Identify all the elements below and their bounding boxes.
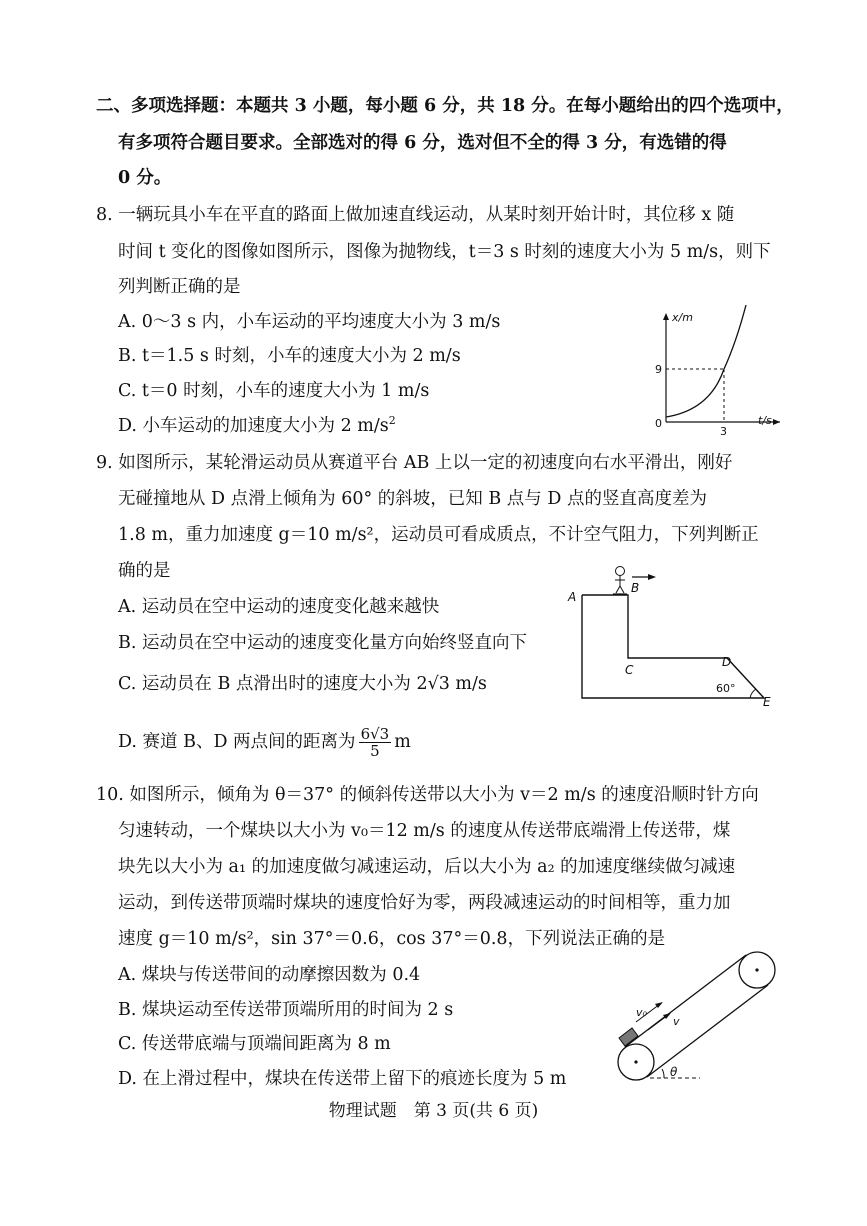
- q10-conveyor-figure: [610, 950, 790, 1085]
- q8-option-b: B. t＝1.5 s 时刻，小车的速度大小为 2 m/s: [118, 346, 461, 366]
- q8-option-a: A. 0～3 s 内，小车运动的平均速度大小为 3 m/s: [118, 312, 501, 332]
- q9-stem-line4: 确的是: [118, 561, 171, 581]
- label-C: C: [625, 663, 634, 677]
- track-outline: [582, 595, 764, 698]
- label-angle: 60°: [716, 682, 736, 695]
- q10-stem-line5: 速度 g＝10 m/s²，sin 37°＝0.6，cos 37°＝0.8，下列说法正确的是: [118, 929, 666, 949]
- section-heading-line1: 二、多项选择题：本题共 3 小题，每小题 6 分，共 18 分。在每小题给出的四个选项中，: [96, 96, 794, 116]
- belt-top: [625, 955, 746, 1047]
- origin-label: 0: [655, 417, 662, 430]
- page-footer: 物理试题 第 3 页(共 6 页): [328, 1101, 539, 1121]
- y-axis-label: x/m: [672, 311, 693, 324]
- q9-option-a: A. 运动员在空中运动的速度变化越来越快: [118, 597, 440, 617]
- q10-option-b: B. 煤块运动至传送带顶端所用的时间为 2 s: [118, 1000, 454, 1020]
- label-B: B: [631, 581, 640, 595]
- q10-stem-line1: 10. 如图所示，倾角为 θ＝37° 的倾斜传送带以大小为 v＝2 m/s 的速度沿顺时针方向: [96, 785, 759, 805]
- section-heading-line3: 0 分。: [118, 168, 172, 188]
- x-axis-arrow-icon: [773, 419, 780, 425]
- skater-head: [616, 567, 625, 576]
- q10-option-a: A. 煤块与传送带间的动摩擦因数为 0.4: [118, 965, 421, 985]
- q9-stem-line3: 1.8 m，重力加速度 g＝10 m/s²，运动员可看成质点，不计空气阻力，下列判断正: [118, 525, 759, 545]
- section-heading-line2: 有多项符合题目要求。全部选对的得 6 分，选对但不全的得 3 分，有选错的得: [118, 133, 727, 153]
- label-v: v: [673, 1015, 680, 1028]
- coal-block: [619, 1028, 638, 1046]
- q8-stem-line1: 8. 一辆玩具小车在平直的路面上做加速直线运动，从某时刻开始计时，其位移 x 随: [96, 205, 735, 225]
- y-axis-arrow-icon: [663, 313, 669, 320]
- q10-stem-line3: 块先以大小为 a₁ 的加速度做匀减速运动，后以大小为 a₂ 的加速度继续做匀减速: [118, 857, 736, 877]
- q8-option-c: C. t＝0 时刻，小车的速度大小为 1 m/s: [118, 381, 430, 401]
- x-axis-label: t/s: [758, 414, 772, 427]
- x-tick-label: 3: [720, 425, 727, 438]
- label-D: D: [722, 655, 732, 669]
- q8-position-time-graph: [650, 305, 790, 440]
- q10-stem-line4: 运动，到传送带顶端时煤块的速度恰好为零，两段减速运动的时间相等，重力加: [118, 893, 731, 913]
- angle-arc: [750, 689, 756, 698]
- q8-stem-line2: 时间 t 变化的图像如图所示，图像为抛物线，t＝3 s 时刻的速度大小为 5 m/s，则下: [118, 242, 771, 262]
- theta-arc: [662, 1069, 664, 1078]
- q8-stem-line3: 列判断正确的是: [118, 277, 241, 297]
- q9-stem-line1: 9. 如图所示，某轮滑运动员从赛道平台 AB 上以一定的初速度向右水平滑出，刚好: [96, 453, 733, 473]
- label-A: A: [568, 590, 577, 604]
- q9-option-b: B. 运动员在空中运动的速度变化量方向始终竖直向下: [118, 633, 527, 653]
- q10-option-d: D. 在上滑过程中，煤块在传送带上留下的痕迹长度为 5 m: [118, 1069, 567, 1089]
- q9-track-figure: [560, 560, 780, 720]
- label-v0: v₀: [636, 1006, 647, 1019]
- belt-bottom: [647, 985, 768, 1077]
- q9-option-d: D. 赛道 B、D 两点间的距离为 $\frac{6√3}{5}$ m: [118, 725, 411, 760]
- q9-stem-line2: 无碰撞地从 D 点滑上倾角为 60° 的斜坡，已知 B 点与 D 点的竖直高度差为: [118, 489, 707, 509]
- q10-stem-line2: 匀速转动，一个煤块以大小为 v₀＝12 m/s 的速度从传送带底端滑上传送带，煤: [118, 821, 731, 841]
- velocity-arrow-head-icon: [648, 574, 656, 580]
- fraction-distance: $\frac{6√3}{5}$: [360, 725, 390, 760]
- y-tick-label: 9: [655, 363, 662, 376]
- q9-option-c: C. 运动员在 B 点滑出时的速度大小为 2√3 m/s: [118, 674, 487, 694]
- label-theta: θ: [670, 1065, 678, 1079]
- q10-option-c: C. 传送带底端与顶端间距离为 8 m: [118, 1034, 391, 1054]
- q8-option-d: D. 小车运动的加速度大小为 2 $m/s^2$: [118, 414, 396, 436]
- label-E: E: [763, 695, 771, 709]
